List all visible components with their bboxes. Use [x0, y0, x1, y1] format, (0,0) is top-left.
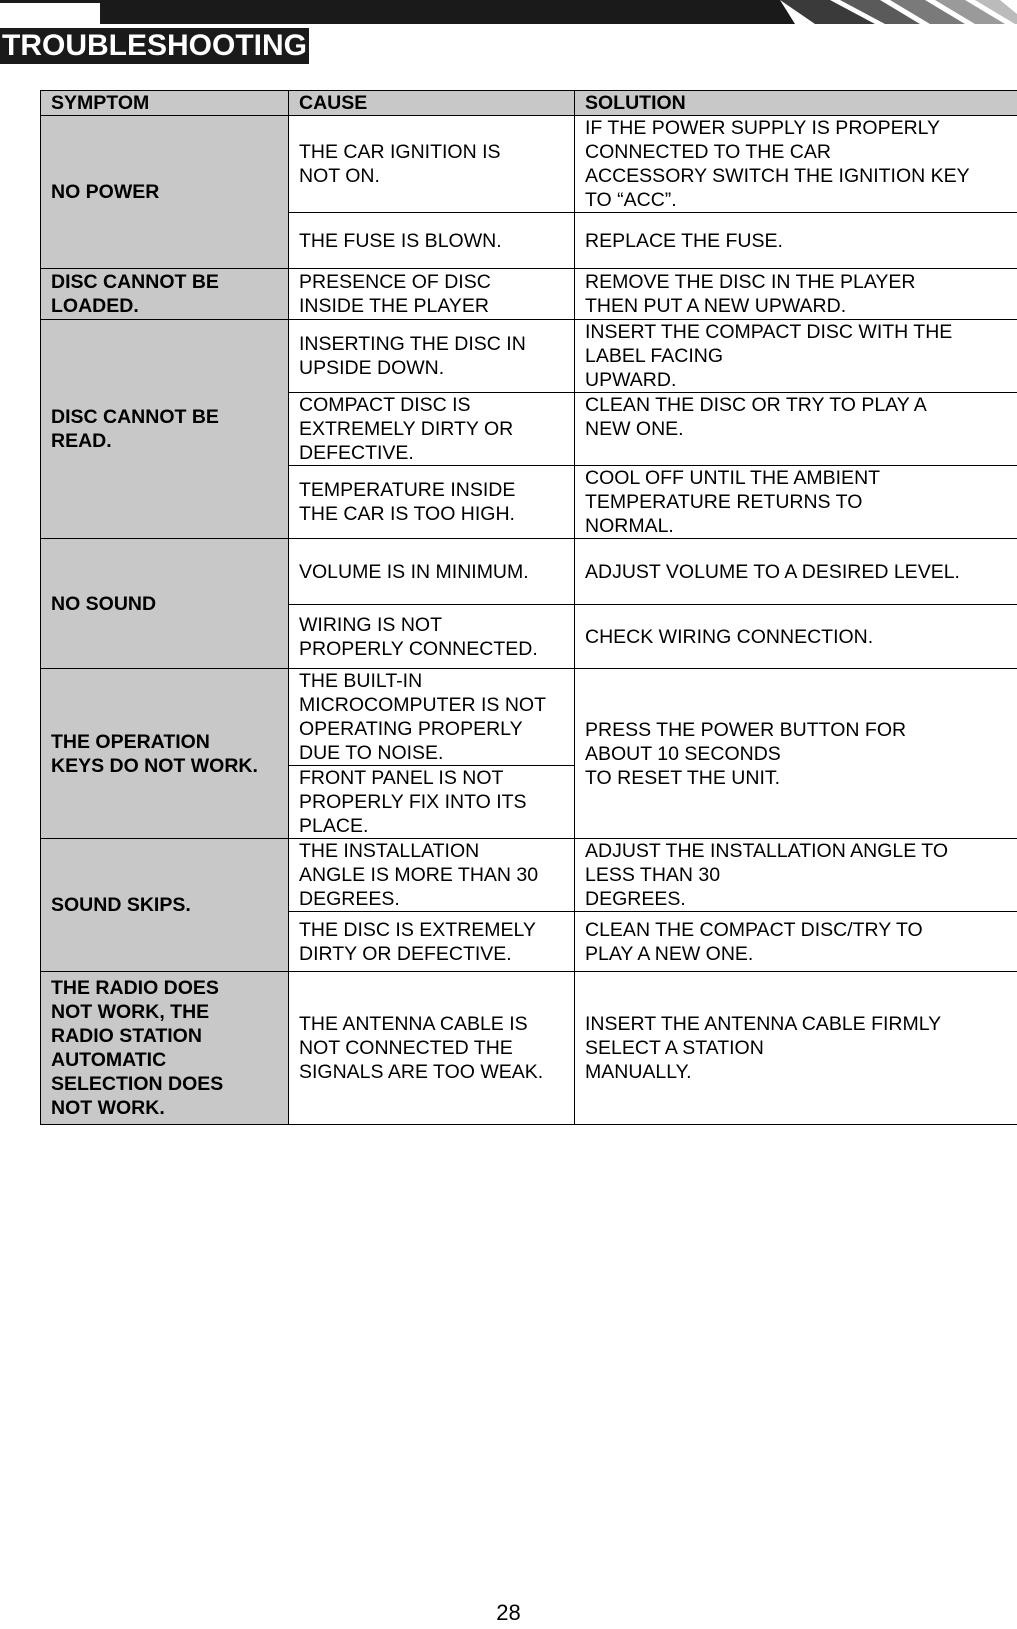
- symptom-cell: THE OPERATION KEYS DO NOT WORK.: [41, 669, 289, 839]
- solution-cell: INSERT THE ANTENNA CABLE FIRMLY SELECT A STATION MANUALLY.: [575, 972, 1017, 1125]
- symptom-cell: THE RADIO DOES NOT WORK, THE RADIO STATION AUTOMATIC SELECTION DOES NOT WORK.: [41, 972, 289, 1125]
- cause-cell: THE INSTALLATION ANGLE IS MORE THAN 30 DEGREES.: [289, 839, 575, 912]
- symptom-cell: NO POWER: [41, 116, 289, 269]
- solution-cell: COOL OFF UNTIL THE AMBIENT TEMPERATURE RETURNS TO NORMAL.: [575, 466, 1017, 539]
- table-row: [41, 539, 1017, 605]
- table-row: [41, 269, 1017, 320]
- solution-cell: PRESS THE POWER BUTTON FOR ABOUT 10 SECONDS TO RESET THE UNIT.: [575, 669, 1017, 839]
- cause-cell: WIRING IS NOT PROPERLY CONNECTED.: [289, 605, 575, 669]
- cause-cell: TEMPERATURE INSIDE THE CAR IS TOO HIGH.: [289, 466, 575, 539]
- symptom-cell: SOUND SKIPS.: [41, 839, 289, 972]
- solution-cell: CLEAN THE COMPACT DISC/TRY TO PLAY A NEW ONE.: [575, 912, 1017, 972]
- table-row: [41, 669, 1017, 766]
- table-row: [41, 116, 1017, 213]
- cause-cell: THE CAR IGNITION IS NOT ON.: [289, 116, 575, 213]
- symptom-cell: NO SOUND: [41, 539, 289, 669]
- cause-cell: THE ANTENNA CABLE IS NOT CONNECTED THE SIGNALS ARE TOO WEAK.: [289, 972, 575, 1125]
- cause-cell: FRONT PANEL IS NOT PROPERLY FIX INTO ITS PLACE.: [289, 766, 575, 839]
- cause-cell: INSERTING THE DISC IN UPSIDE DOWN.: [289, 320, 575, 393]
- cause-cell: PRESENCE OF DISC INSIDE THE PLAYER: [289, 269, 575, 320]
- table-header-row: [41, 91, 1017, 116]
- cause-cell: THE FUSE IS BLOWN.: [289, 213, 575, 269]
- solution-cell: ADJUST THE INSTALLATION ANGLE TO LESS THAN 30 DEGREES.: [575, 839, 1017, 912]
- column-header-solution: SOLUTION: [575, 91, 1017, 116]
- solution-cell: IF THE POWER SUPPLY IS PROPERLY CONNECTED TO THE CAR ACCESSORY SWITCH THE IGNITION KEY TO “ACC”.: [575, 116, 1017, 213]
- symptom-cell: DISC CANNOT BE READ.: [41, 320, 289, 539]
- solution-cell: CHECK WIRING CONNECTION.: [575, 605, 1017, 669]
- column-header-symptom: SYMPTOM: [41, 91, 289, 116]
- table-row: [41, 839, 1017, 912]
- solution-cell: CLEAN THE DISC OR TRY TO PLAY A NEW ONE.: [575, 393, 1017, 466]
- page-number: 28: [496, 1600, 521, 1625]
- cause-cell: COMPACT DISC IS EXTREMELY DIRTY OR DEFECTIVE.: [289, 393, 575, 466]
- troubleshooting-table: [40, 90, 1017, 1125]
- header-decoration-bar: [0, 0, 1017, 26]
- page-title: TROUBLESHOOTING: [2, 29, 307, 62]
- solution-cell: ADJUST VOLUME TO A DESIRED LEVEL.: [575, 539, 1017, 605]
- solution-cell: INSERT THE COMPACT DISC WITH THE LABEL FACING UPWARD.: [575, 320, 1017, 393]
- symptom-cell: DISC CANNOT BE LOADED.: [41, 269, 289, 320]
- cause-cell: VOLUME IS IN MINIMUM.: [289, 539, 575, 605]
- cause-cell: THE DISC IS EXTREMELY DIRTY OR DEFECTIVE.: [289, 912, 575, 972]
- table-row: [41, 972, 1017, 1125]
- cause-cell: THE BUILT-IN MICROCOMPUTER IS NOT OPERATING PROPERLY DUE TO NOISE.: [289, 669, 575, 766]
- table-row: [41, 320, 1017, 393]
- solution-cell: REPLACE THE FUSE.: [575, 213, 1017, 269]
- solution-cell: REMOVE THE DISC IN THE PLAYER THEN PUT A NEW UPWARD.: [575, 269, 1017, 320]
- column-header-cause: CAUSE: [289, 91, 575, 116]
